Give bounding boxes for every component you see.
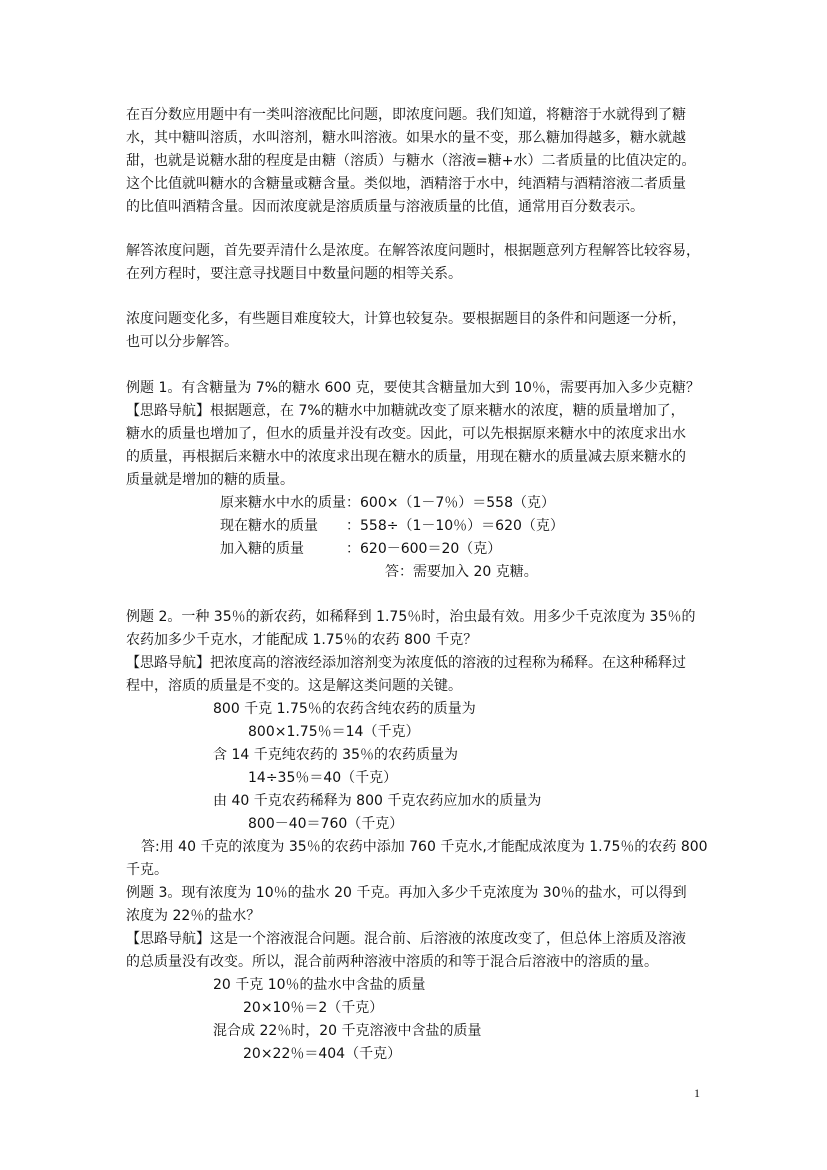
example1-guide-4: 质量就是增加的糖的质量。: [126, 472, 294, 488]
example3-calc-2: 20×22％＝404（千克）: [243, 1046, 402, 1062]
example3-guide-2: 的总质量没有改变。所以，混合前两种溶液中溶质的和等于混合后溶液中的溶质的量。: [126, 954, 658, 970]
variety-line-2: 也可以分步解答。: [126, 334, 238, 350]
example3-calc-1: 20×10％＝2（千克）: [243, 1000, 384, 1016]
example2-calc-2: 14÷35％＝40（千克）: [248, 770, 398, 786]
example1-step-2: 现在糖水的质量 ：558÷（1－10％）＝620（克）: [220, 518, 564, 534]
example3-step-1: 20 千克 10％的盐水中含盐的质量: [213, 977, 426, 993]
example2-calc-1: 800×1.75％＝14（千克）: [248, 724, 420, 740]
example2-answer-2: 千克。: [126, 862, 168, 878]
example2-question-2: 农药加多少千克水，才能配成 1.75％的农药 800 千克？: [126, 632, 478, 648]
example1-guide-1: 【思路导航】根据题意，在 7%的糖水中加糖就改变了原来糖水的浓度，糖的质量增加了，: [126, 403, 685, 419]
example2-question-1: 例题 2。一种 35％的新农药，如稀释到 1.75％时，治虫最有效。用多少千克浓度为 35％的: [126, 609, 696, 625]
approach-line-2: 在列方程时，要注意寻找题目中数量问题的相等关系。: [126, 266, 462, 282]
intro-line-3: 甜，也就是说糖水甜的程度是由糖（溶质）与糖水（溶液=糖+水）二者质量的比值决定的。: [126, 153, 696, 169]
example1-step-1: 原来糖水中水的质量：600×（1－7％）＝558（克）: [220, 495, 555, 511]
example1-guide-2: 糖水的质量也增加了，但水的质量并没有改变。因此，可以先根据原来糖水中的浓度求出水: [126, 426, 686, 442]
example2-answer-1: 答:用 40 千克的浓度为 35％的农药中添加 760 千克水,才能配成浓度为 1.75％的农药 800: [141, 839, 708, 855]
example3-guide-1: 【思路导航】这是一个溶液混合问题。混合前、后溶液的浓度改变了，但总体上溶质及溶液: [126, 931, 686, 947]
example3-question-2: 浓度为 22％的盐水？: [126, 908, 261, 924]
example3-question-1: 例题 3。现有浓度为 10％的盐水 20 千克。再加入多少千克浓度为 30％的盐水，可以得到: [126, 885, 687, 901]
variety-line-1: 浓度问题变化多，有些题目难度较大，计算也较复杂。要根据题目的条件和问题逐一分析，: [126, 311, 686, 327]
example1-step-3: 加入糖的质量 ：620－600＝20（克）: [220, 541, 502, 557]
intro-line-4: 这个比值就叫糖水的含糖量或糖含量。类似地，酒精溶于水中，纯酒精与酒精溶液二者质量: [126, 176, 686, 192]
example1-question: 例题 1。有含糖量为 7%的糖水 600 克，要使其含糖量加大到 10％，需要再加入多少克糖？: [126, 380, 700, 396]
intro-line-1: 在百分数应用题中有一类叫溶液配比问题，即浓度问题。我们知道，将糖溶于水就得到了糖: [126, 107, 686, 123]
example1-answer: 答：需要加入 20 克糖。: [385, 564, 538, 580]
example2-step-1: 800 千克 1.75％的农药含纯农药的质量为: [213, 701, 476, 717]
example2-step-2: 含 14 千克纯农药的 35％的农药质量为: [213, 747, 458, 763]
intro-line-2: 水，其中糖叫溶质，水叫溶剂，糖水叫溶液。如果水的量不变，那么糖加得越多，糖水就越: [126, 130, 686, 146]
approach-line-1: 解答浓度问题，首先要弄清什么是浓度。在解答浓度问题时，根据题意列方程解答比较容易，: [126, 243, 700, 259]
example2-guide-1: 【思路导航】把浓度高的溶液经添加溶剂变为浓度低的溶液的过程称为稀释。在这种稀释过: [126, 655, 686, 671]
example3-step-2: 混合成 22％时，20 千克溶液中含盐的质量: [213, 1023, 482, 1039]
example2-calc-3: 800－40＝760（千克）: [248, 816, 404, 832]
example2-step-3: 由 40 千克农药稀释为 800 千克农药应加水的质量为: [213, 793, 542, 809]
intro-line-5: 的比值叫酒精含量。因而浓度就是溶质质量与溶液质量的比值，通常用百分数表示。: [126, 199, 644, 215]
page-number: 1: [694, 1086, 700, 1100]
example2-guide-2: 程中，溶质的质量是不变的。这是解这类问题的关键。: [126, 678, 462, 694]
example1-guide-3: 的质量，再根据后来糖水中的浓度求出现在糖水的质量，用现在糖水的质量减去原来糖水的: [126, 449, 686, 465]
